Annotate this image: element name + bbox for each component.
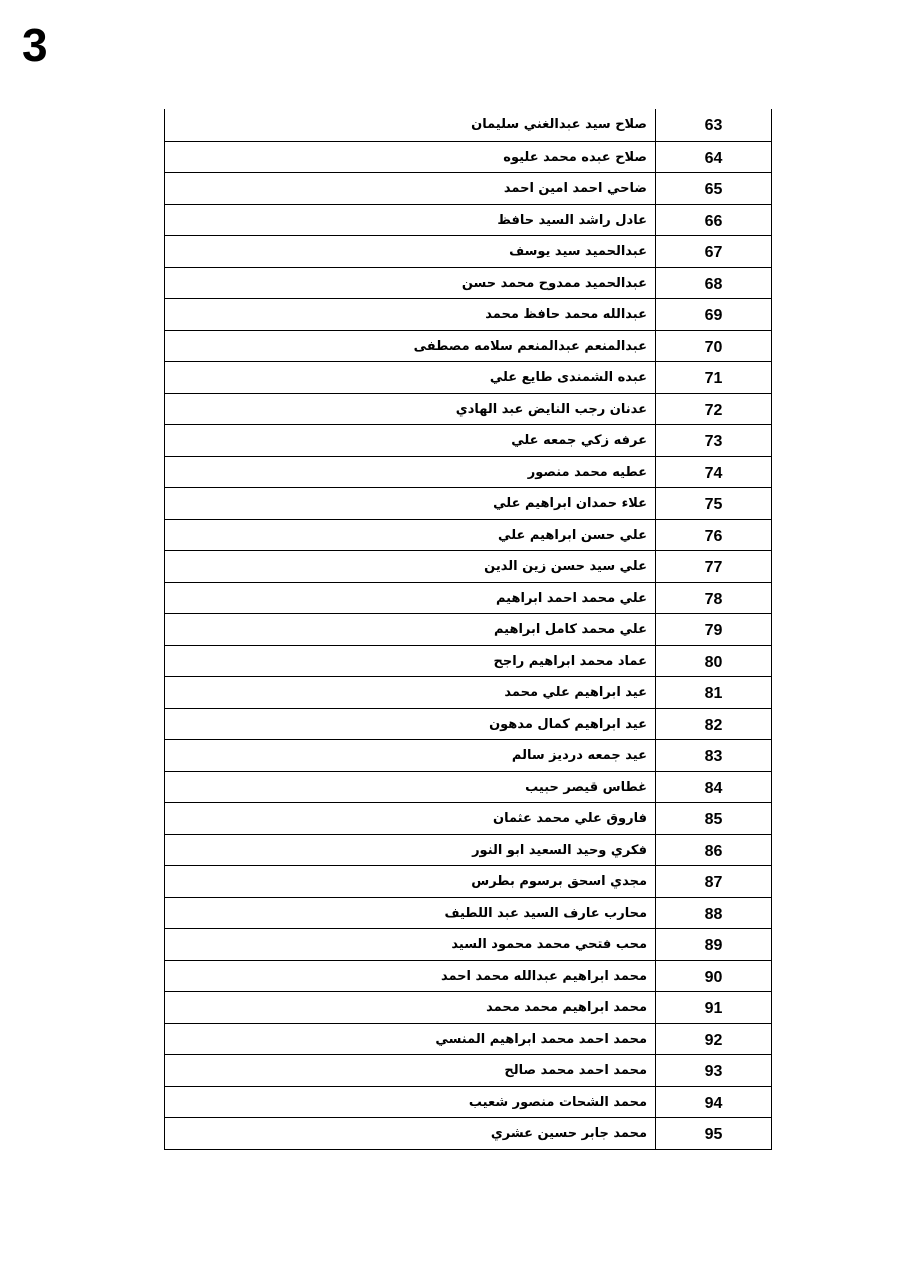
table-row [165,834,771,866]
table-row [165,487,771,519]
number-cell: 72 [704,401,723,419]
name-cell: محب فتحي محمد محمود السيد [165,929,656,960]
number-cell: 85 [704,811,723,828]
table-row [165,865,771,897]
table-row [165,582,771,614]
number-cell: 91 [704,1000,723,1017]
name-cell: عماد محمد ابراهيم راجح [165,646,656,677]
table-row [165,960,771,992]
number-cell: 93 [704,1063,723,1080]
number-cell: 95 [704,1126,723,1143]
name-cell: فكري وحيد السعيد ابو النور [165,835,656,866]
number-cell: 63 [704,117,723,134]
name-cell: عيد ابراهيم علي محمد [165,677,656,708]
name-cell: محمد ابراهيم محمد محمد [165,992,656,1023]
table-row [165,550,771,582]
table-row [165,771,771,803]
number-cell: 71 [704,370,723,387]
name-cell: عيد ابراهيم كمال مدهون [165,709,656,740]
number-cell: 80 [704,653,723,671]
number-cell: 65 [704,181,723,198]
name-cell: عطيه محمد منصور [165,457,656,488]
name-cell: محمد جابر حسين عشري [165,1118,656,1149]
name-cell: عيد جمعه درديز سالم [165,740,656,771]
table-row [165,267,771,299]
name-cell: عدنان رجب النايض عبد الهادي [165,394,656,425]
number-cell: 86 [704,842,723,860]
table-row [165,928,771,960]
table-row [165,1086,771,1118]
table-row [165,739,771,771]
table-row [165,361,771,393]
name-cell: محمد احمد محمد صالح [165,1055,656,1086]
table-row [165,1117,771,1149]
name-cell: عبدالحميد ممدوح محمد حسن [165,268,656,299]
number-cell: 74 [704,464,723,482]
table-row [165,172,771,204]
name-cell: عبده الشمندى طايع علي [165,362,656,393]
number-cell: 78 [704,590,723,608]
table-row [165,708,771,740]
number-cell: 87 [704,874,723,891]
number-cell: 67 [704,244,723,261]
roster-table [164,109,772,1150]
number-cell: 75 [704,496,723,513]
page-number: 3 [22,19,48,71]
name-cell: عرفه زكي جمعه علي [165,425,656,456]
table-row [165,1054,771,1086]
table-row [165,802,771,834]
number-cell: 90 [704,968,723,986]
table-row [165,1023,771,1055]
name-cell: محمد الشحات منصور شعيب [165,1087,656,1118]
table-row [165,424,771,456]
number-cell: 88 [704,905,723,923]
table-row [165,204,771,236]
number-cell: 89 [704,937,723,954]
name-cell: عادل راشد السيد حافظ [165,205,656,236]
table-row [165,330,771,362]
name-cell: محمد ابراهيم عبدالله محمد احمد [165,961,656,992]
name-cell: علي محمد كامل ابراهيم [165,614,656,645]
table-row [165,613,771,645]
name-cell: علي سيد حسن زين الدين [165,551,656,582]
number-cell: 73 [704,433,723,450]
number-cell: 64 [704,149,723,167]
number-cell: 70 [704,338,723,356]
number-cell: 66 [704,212,723,230]
number-cell: 76 [704,527,723,545]
name-cell: محارب عارف السيد عبد اللطيف [165,898,656,929]
number-cell: 68 [704,275,723,293]
table-row [165,393,771,425]
table-row [165,456,771,488]
number-cell: 83 [704,748,723,765]
table-row [165,897,771,929]
name-cell: غطاس قيصر حبيب [165,772,656,803]
number-cell: 84 [704,779,723,797]
name-cell: عبدالله محمد حافظ محمد [165,299,656,330]
name-cell: علي محمد احمد ابراهيم [165,583,656,614]
number-cell: 81 [704,685,723,702]
table-row [165,235,771,267]
table-row [165,645,771,677]
name-cell: مجدي اسحق برسوم بطرس [165,866,656,897]
number-cell: 77 [704,559,723,576]
name-cell: علاء حمدان ابراهيم علي [165,488,656,519]
number-cell: 79 [704,622,723,639]
number-cell: 82 [704,716,723,734]
name-cell: صلاح عبده محمد عليوه [165,142,656,173]
name-cell: عبدالمنعم عبدالمنعم سلامه مصطفى [165,331,656,362]
number-cell: 94 [704,1094,723,1112]
name-cell: صلاح سيد عبدالغني سليمان [165,109,656,141]
name-cell: محمد احمد محمد ابراهيم المنسي [165,1024,656,1055]
name-cell: فاروق علي محمد عثمان [165,803,656,834]
name-cell: ضاحي احمد امين احمد [165,173,656,204]
number-cell: 92 [704,1031,723,1049]
name-cell: علي حسن ابراهيم علي [165,520,656,551]
name-cell: عبدالحميد سيد يوسف [165,236,656,267]
table-row [165,676,771,708]
table-row [165,519,771,551]
number-cell: 69 [704,307,723,324]
table-row [165,991,771,1023]
table-row [165,298,771,330]
table-row [165,109,771,141]
table-row [165,141,771,173]
